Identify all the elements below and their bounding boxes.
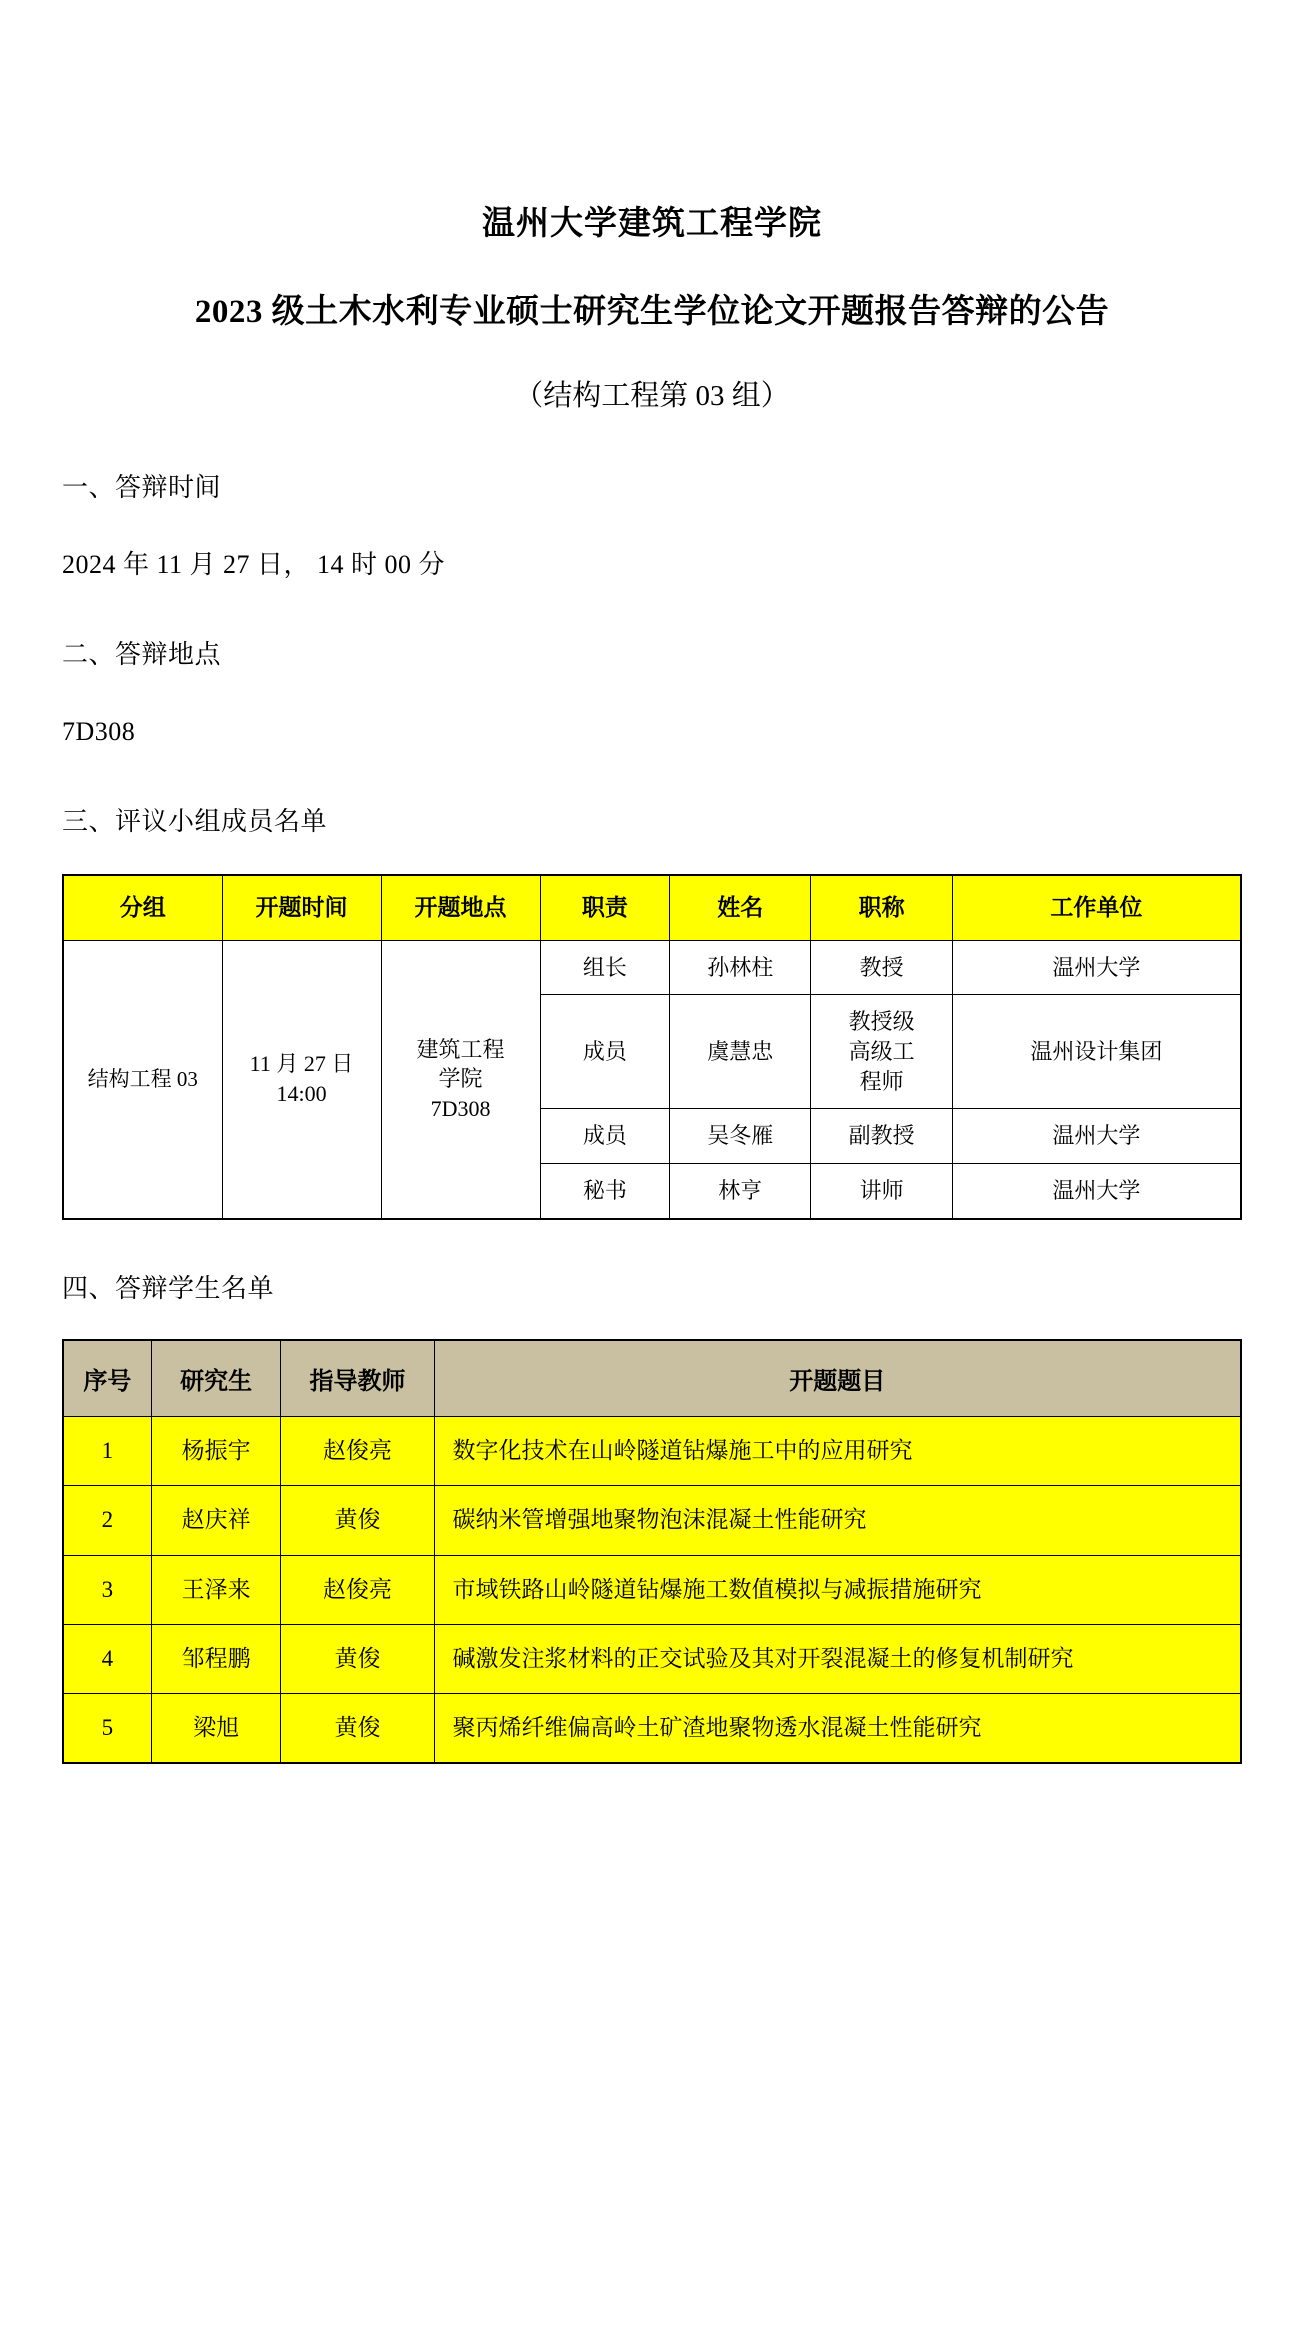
- panel-member-role: 成员: [540, 995, 670, 1109]
- students-col-topic: 开题题目: [434, 1340, 1241, 1417]
- panel-member-role: 成员: [540, 1109, 670, 1164]
- panel-col-name: 姓名: [670, 875, 811, 940]
- student-advisor: 黄俊: [281, 1486, 434, 1555]
- table-row: [63, 1417, 1241, 1486]
- table-row: [63, 1555, 1241, 1624]
- table-row: [63, 940, 1241, 995]
- panel-member-rank: 副教授: [811, 1109, 952, 1164]
- panel-col-time: 开题时间: [222, 875, 381, 940]
- students-table: [62, 1339, 1242, 1764]
- student-topic: 碱激发注浆材料的正交试验及其对开裂混凝土的修复机制研究: [434, 1624, 1241, 1693]
- student-name: 王泽来: [151, 1555, 281, 1624]
- section-heading-time: 一、答辩时间: [62, 472, 222, 502]
- panel-members-table: [62, 874, 1242, 1219]
- page-title-line2: 2023 级土木水利专业硕士研究生学位论文开题报告答辩的公告: [194, 293, 1110, 330]
- panel-member-rank-line1: 教授级: [848, 1009, 915, 1035]
- panel-member-rank-line3: 程师: [859, 1068, 904, 1094]
- student-topic: 碳纳米管增强地聚物泡沫混凝土性能研究: [434, 1486, 1241, 1555]
- student-name: 杨振宇: [151, 1417, 281, 1486]
- students-table-header-row: [63, 1340, 1241, 1417]
- panel-member-unit: 温州大学: [952, 1163, 1241, 1218]
- students-col-no: 序号: [63, 1340, 151, 1417]
- panel-place-line2: 学院: [438, 1066, 483, 1092]
- student-topic: 聚丙烯纤维偏高岭土矿渣地聚物透水混凝土性能研究: [434, 1693, 1241, 1763]
- student-no: 5: [63, 1693, 151, 1763]
- student-topic: 数字化技术在山岭隧道钻爆施工中的应用研究: [434, 1417, 1241, 1486]
- panel-member-rank-line2: 高级工: [848, 1038, 915, 1064]
- panel-col-place: 开题地点: [381, 875, 540, 940]
- panel-member-name: 虞慧忠: [670, 995, 811, 1109]
- student-advisor: 黄俊: [281, 1693, 434, 1763]
- panel-col-group: 分组: [63, 875, 222, 940]
- student-name: 邹程鹏: [151, 1624, 281, 1693]
- panel-time-line2: 14:00: [276, 1081, 327, 1107]
- section-heading-students: 四、答辩学生名单: [62, 1273, 275, 1303]
- panel-col-unit: 工作单位: [952, 875, 1241, 940]
- student-name: 梁旭: [151, 1693, 281, 1763]
- panel-member-rank: 讲师: [811, 1163, 952, 1218]
- panel-member-name: 林亨: [670, 1163, 811, 1218]
- panel-place-line3: 7D308: [430, 1095, 491, 1121]
- page-title-line1: 温州大学建筑工程学院: [482, 206, 822, 242]
- table-row: [63, 1693, 1241, 1763]
- defense-time-value: 2024 年 11 月 27 日， 14 时 00 分: [62, 550, 446, 580]
- table-row: [63, 1624, 1241, 1693]
- panel-member-name: 孙林柱: [670, 940, 811, 995]
- student-no: 4: [63, 1624, 151, 1693]
- panel-time-value: [222, 940, 381, 1219]
- students-col-advisor: 指导教师: [281, 1340, 434, 1417]
- panel-place-value: [381, 940, 540, 1219]
- panel-col-role: 职责: [540, 875, 670, 940]
- page-title-line3: （结构工程第 03 组）: [514, 380, 790, 412]
- student-advisor: 黄俊: [281, 1624, 434, 1693]
- panel-member-unit: 温州设计集团: [952, 995, 1241, 1109]
- panel-table-header-row: [63, 875, 1241, 940]
- panel-time-line1: 11 月 27 日: [249, 1051, 354, 1077]
- panel-member-unit: 温州大学: [952, 1109, 1241, 1164]
- document-title-block: [62, 200, 1242, 419]
- student-no: 1: [63, 1417, 151, 1486]
- panel-member-rank: [811, 995, 952, 1109]
- panel-member-role: 秘书: [540, 1163, 670, 1218]
- panel-member-name: 吴冬雁: [670, 1109, 811, 1164]
- students-col-student: 研究生: [151, 1340, 281, 1417]
- student-topic: 市域铁路山岭隧道钻爆施工数值模拟与减振措施研究: [434, 1555, 1241, 1624]
- panel-member-unit: 温州大学: [952, 940, 1241, 995]
- section-heading-panel: 三、评议小组成员名单: [62, 806, 328, 836]
- student-advisor: 赵俊亮: [281, 1417, 434, 1486]
- panel-group-value: 结构工程 03: [63, 940, 222, 1219]
- student-no: 3: [63, 1555, 151, 1624]
- panel-col-rank: 职称: [811, 875, 952, 940]
- panel-member-rank: 教授: [811, 940, 952, 995]
- student-name: 赵庆祥: [151, 1486, 281, 1555]
- section-heading-place: 二、答辩地点: [62, 639, 222, 669]
- student-no: 2: [63, 1486, 151, 1555]
- student-advisor: 赵俊亮: [281, 1555, 434, 1624]
- panel-member-role: 组长: [540, 940, 670, 995]
- table-row: [63, 1486, 1241, 1555]
- defense-place-value: 7D308: [62, 717, 136, 747]
- panel-place-line1: 建筑工程: [416, 1036, 505, 1062]
